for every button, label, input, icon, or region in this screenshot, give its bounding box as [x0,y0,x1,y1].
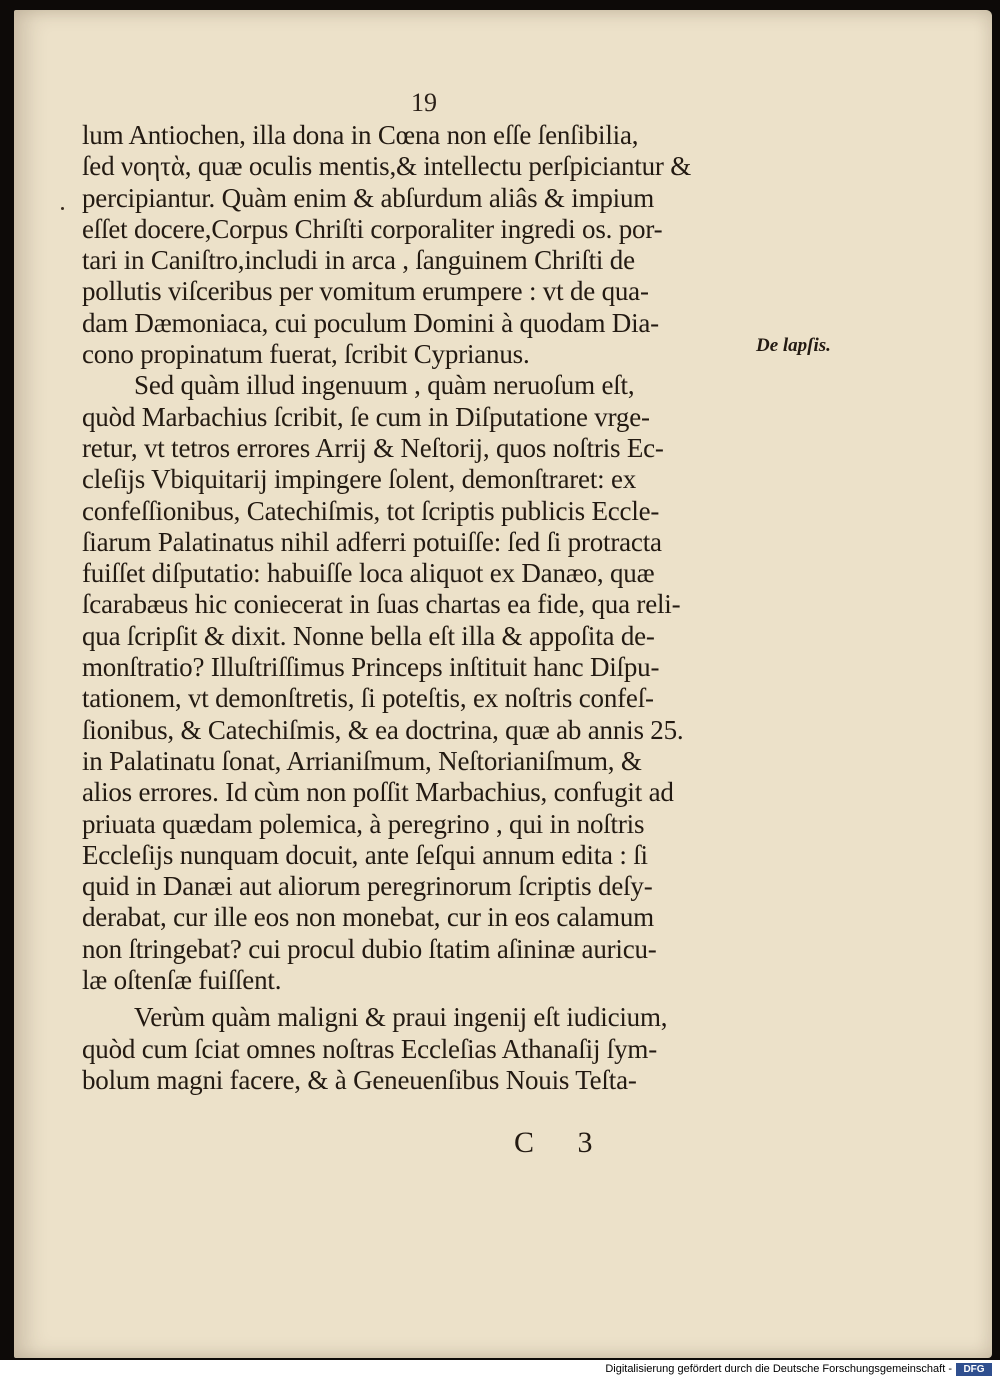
margin-note: De lapſis. [756,335,831,356]
text-line: Eccleſijs nunquam docuit, ante ſeſqui annum edita : ſi [82,839,648,870]
text-line: quòd cum ſciat omnes noſtras Eccleſias Athanaſij ſym- [82,1033,658,1064]
ink-dot [61,207,64,210]
text-line: ſiarum Palatinatus nihil adferri potuiſſe: ſed ſi protracta [82,526,662,557]
text-line: cleſijs Vbiquitarij impingere ſolent, demonſtraret: ex [82,464,637,495]
text-line: derabat, cur ille eos non monebat, cur in eos calamum [82,902,654,933]
text-line: fuiſſet diſputatio: habuiſſe loca aliquot ex Danæo, quæ [82,558,655,589]
text-line: cono propinatum fuerat, ſcribit Cyprianus. [82,339,530,370]
book-page [14,10,992,1358]
text-line: dam Dæmoniaca, cui poculum Domini à quodam Dia- [82,307,659,338]
text-line: quid in Danæi aut aliorum peregrinorum ſcriptis deſy- [82,871,653,902]
text-line: tationem, vt demonſtretis, ſi poteſtis, ex noſtris confeſ- [82,683,654,714]
dfg-logo: DFG [956,1363,992,1376]
text-line: tari in Caniſtro,includi in arca , ſanguinem Chriſti de [82,245,635,276]
text-line: lum Antiochen, illa dona in Cœna non eſſe ſenſibilia, [82,120,639,150]
funding-credit: Digitalisierung gefördert durch die Deutsche Forschungsgemeinschaft - [605,1363,952,1375]
text-line: bolum magni facere, & à Geneuenſibus Nouis Teſta- [82,1064,637,1095]
signature-mark: C 3 [514,1126,611,1159]
text-line: confeſſionibus, Catechiſmis, tot ſcriptis publicis Eccle- [82,495,660,526]
text-line: qua ſcripſit & dixit. Nonne bella eſt illa & appoſita de- [82,620,655,651]
paragraph-start-line: Sed quàm illud ingenuum , quàm neruoſum eſt, [134,370,635,401]
paragraph-start-line: Verùm quàm maligni & praui ingenij eſt iudicium, [134,1002,668,1033]
text-line: priuata quædam polemica, à peregrino , qui in noſtris [82,808,645,839]
page-number: 19 [411,88,437,117]
text-line: retur, vt tetros errores Arrij & Neſtorij, quos noſtris Ec- [82,432,664,463]
text-line: quòd Marbachius ſcribit, ſe cum in Diſputatione vrge- [82,401,650,432]
text-line: alios errores. Id cùm non poſſit Marbachius, confugit ad [82,777,674,808]
text-line: in Palatinatu ſonat, Arrianiſmum, Neſtorianiſmum, & [82,745,642,776]
text-line: pollutis viſceribus per vomitum erumpere : vt de qua- [82,276,649,307]
text-line: ſcarabæus hic coniecerat in ſuas chartas ea fide, qua reli- [82,589,681,620]
page-body-text [82,120,772,1096]
text-line: percipiantur. Quàm enim & abſurdum aliâs & impium [82,182,655,213]
text-line: læ oſtenſæ fuiſſent. [82,965,282,996]
text-line: ſionibus, & Catechiſmis, & ea doctrina, quæ ab annis 25. [82,714,684,745]
text-line: ſed νοητὰ, quæ oculis mentis,& intellectu perſpiciantur & [82,151,692,182]
text-line: eſſet docere,Corpus Chriſti corporaliter ingredi os. por- [82,213,663,244]
text-line: monſtratio? Illuſtriſſimus Princeps inſtituit hanc Diſpu- [82,652,660,683]
text-line: non ſtringebat? cui procul dubio ſtatim aſininæ auricu- [82,933,657,964]
